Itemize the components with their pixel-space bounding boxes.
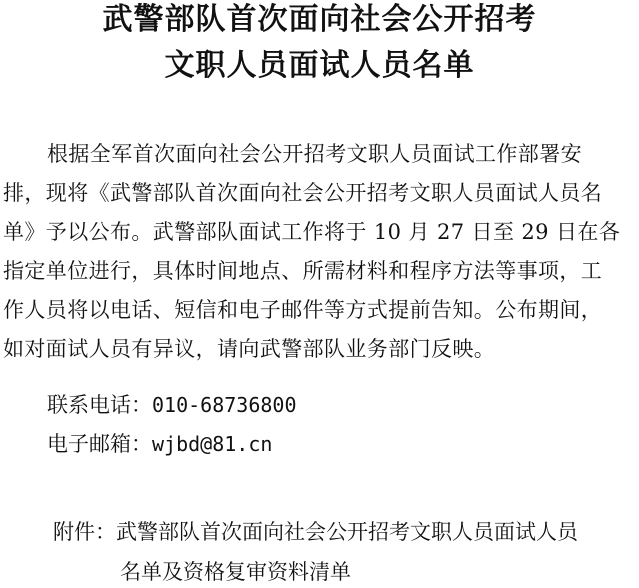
body-paragraph-line: 指定单位进行，具体时间地点、所需材料和程序方法等事项，工 (3, 259, 603, 283)
attachment-text: 武警部队首次面向社会公开招考文职人员面试人员 (116, 520, 578, 544)
attachment-line-2: 名单及资格复审资料清单 (120, 560, 351, 584)
attachment-line-1 (53, 519, 578, 545)
document-title-line-1: 武警部队首次面向社会公开招考 (102, 2, 537, 37)
body-paragraph-line: 排，现将《武警部队首次面向社会公开招考文职人员面试人员名 (3, 181, 603, 205)
body-paragraph-line: 作人员将以电话、短信和电子邮件等方式提前告知。公布期间， (3, 298, 603, 322)
contact-email (47, 431, 272, 457)
body-paragraph-line: 根据全军首次面向社会公开招考文职人员面试工作部署安 (47, 142, 582, 166)
contact-phone-value: 010-68736800 (152, 393, 297, 417)
attachment-label: 附件： (53, 520, 116, 544)
contact-phone (47, 392, 297, 418)
body-paragraph-line: 单》予以公布。武警部队面试工作将于 10 月 27 日至 29 日在各 (3, 220, 621, 244)
contact-email-label: 电子邮箱： (47, 432, 152, 456)
contact-email-value: wjbd@81.cn (152, 432, 273, 456)
body-paragraph-line: 如对面试人员有异议，请向武警部队业务部门反映。 (3, 337, 496, 361)
contact-phone-label: 联系电话： (47, 393, 152, 417)
document-title-line-2: 文职人员面试人员名单 (164, 48, 475, 83)
